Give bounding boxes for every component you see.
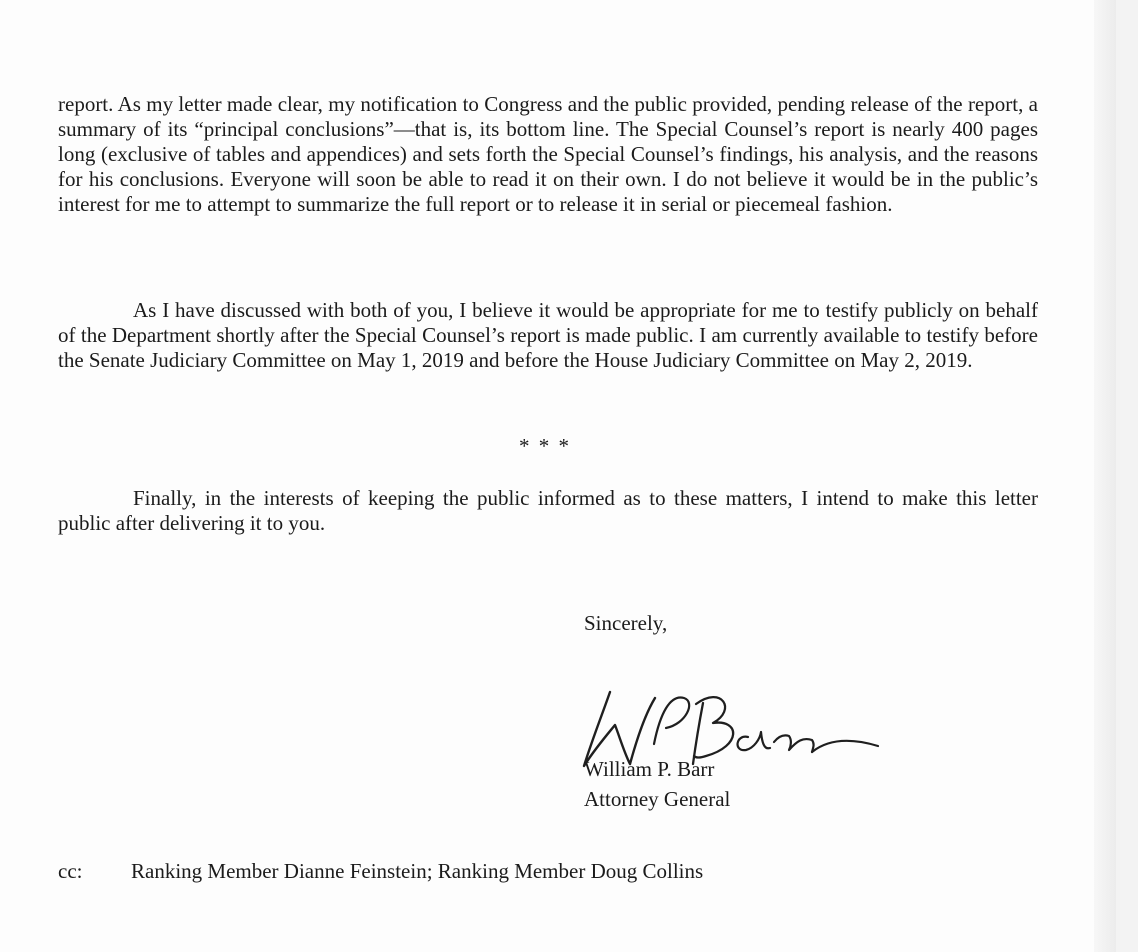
letter-paragraph-2: As I have discussed with both of you, I believe it would be appropriate for me to testify publicly on behalf of the Department shortly after the Special Counsel’s report is made public. I am currently available to testify before the Senate Judiciary Committee on May 1, 2019 and before the House Judiciary Committee on May 2, 2019. <box>58 298 1038 372</box>
section-separator: * * * <box>519 434 571 458</box>
letter-paragraph-1: report. As my letter made clear, my notification to Congress and the public provided, pending release of the report, a summary of its “principal conclusions”—that is, its bottom line. The Special Counsel’s report is nearly 400 pages long (exclusive of tables and appendices) and sets forth the Special Counsel’s findings, his analysis, and the reasons for his conclusions. Everyone will soon be able to read it on their own. I do not believe it would be in the public’s interest for me to attempt to summarize the full report or to release it in serial or piecemeal fashion. <box>58 92 1038 216</box>
signer-title: Attorney General <box>584 787 731 811</box>
cc-label: cc: <box>58 859 83 883</box>
signer-name: William P. Barr <box>584 757 715 781</box>
cc-recipients: Ranking Member Dianne Feinstein; Ranking Member Doug Collins <box>131 859 704 883</box>
closing: Sincerely, <box>584 611 668 635</box>
page-edge <box>1094 0 1116 952</box>
cc-line <box>58 859 703 884</box>
letter-paragraph-3: Finally, in the interests of keeping the public informed as to these matters, I intend to make this letter public after delivering it to you. <box>58 486 1038 535</box>
